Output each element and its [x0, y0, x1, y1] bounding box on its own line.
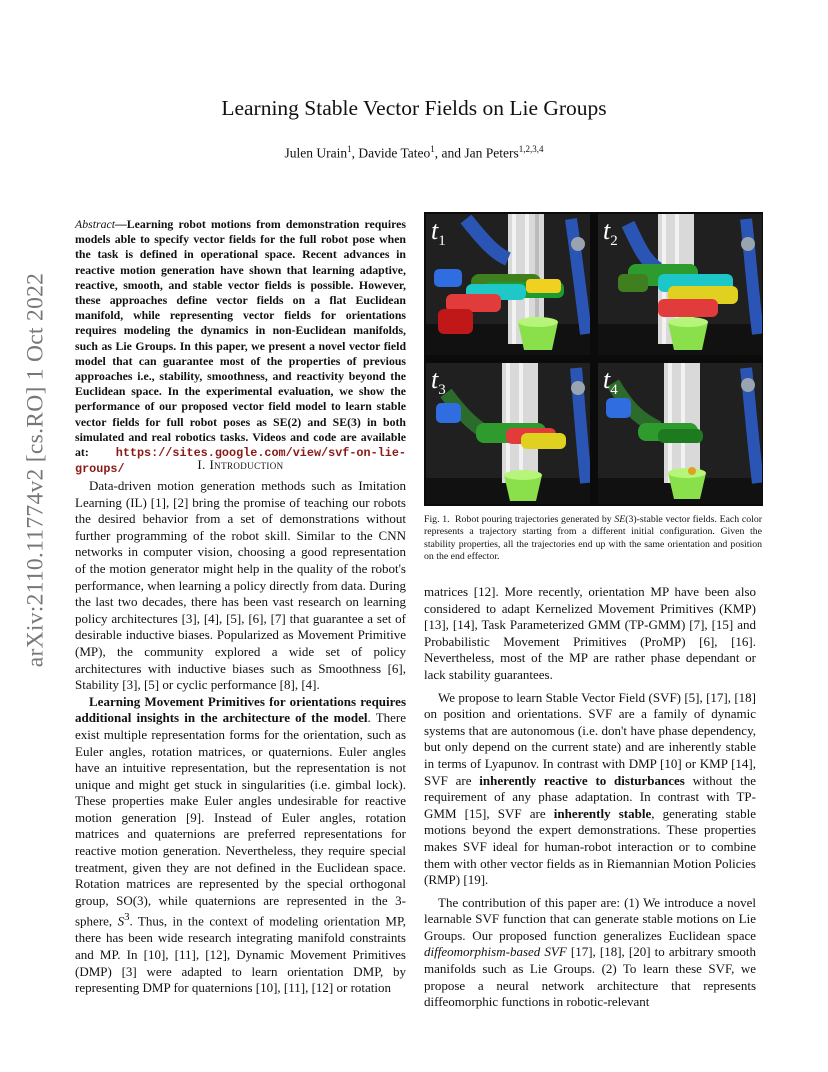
bold-phrase: Learning Movement Primitives for orientations requires additional insights in the architecture of the model — [75, 693, 406, 726]
arxiv-identifier: arXiv:2110.11774v2 [cs.RO] 1 Oct 2022 — [22, 272, 49, 668]
paper-title: Learning Stable Vector Fields on Lie Groups — [221, 96, 607, 120]
paragraph — [424, 895, 756, 1011]
abstract-text: Learning robot motions from demonstration requires models able to specify vector fields for the full robot pose when the task is defined in operational space. Recent advances in reactive motion generation have shown that learning adaptive, reactive, smooth, and stable vector fields is possible. However, these approaches define vector fields on a flat Euclidean manifold, while representing vector fields for orientations requires modeling the dynamics in non-Euclidean manifolds, such as Lie Groups. In this paper, we present a novel vector field model that can guarantee most of the properties of previous approaches i.e., stability, smoothness, and reactivity beyond the Euclidean space. In the experimental evaluation, we show the performance of our proposed vector field model to learn stable vector fields for full robot poses as SE(2) and SE(3) in both simulated and real robotics tasks. Videos and code are available at: — [75, 217, 406, 460]
paragraph — [424, 690, 756, 889]
bold-phrase: inherently stable — [553, 805, 652, 821]
figure-panel — [426, 214, 590, 355]
caption-text: -stable vector fields. Each color represents a trajectory starting from a different initial configuration. Given the stability properties, all the trajectories end up with the same orientation and position on the end effector. — [424, 514, 763, 563]
author-name: Davide Tateo — [358, 145, 431, 161]
text-run: We propose to learn Stable Vector Field (SVF) [5], [17], [18] on position and orientations. SVF are a family of dynamic systems that are autonomous (i.e. don't have phase dependency, but only depend on the current state) and are inherently stable in terms of Lyapunov. In contrast with DMP [10] or KMP [14], SVF are — [424, 689, 756, 788]
author-list — [0, 144, 828, 162]
abstract-dash: — — [114, 217, 127, 231]
text-run: [17], [18], [20] to arbitrary smooth manifolds such as Lie Groups. (2) To learn these SVF, we propose a neural network architecture that represents diffeomorphic functions in robotic-relevant — [424, 944, 757, 1010]
author-affiliation: 1 — [347, 144, 352, 154]
caption-math: SE — [614, 514, 626, 525]
robot-scene-image — [598, 363, 762, 504]
author-separator: , — [351, 145, 359, 161]
figure-panel — [598, 214, 762, 355]
panel-label: $t_3$ — [431, 365, 446, 399]
panel-label: $t_1$ — [431, 216, 446, 250]
math-exponent: 3 — [124, 911, 130, 924]
abstract — [75, 217, 406, 477]
abstract-label: Abstract — [75, 217, 115, 231]
text-run: , generating stable motions beyond the expert demonstrations. These properties makes SVF ideal for human-robot interaction or to combine them with other vector fields as in Riemannian Motion Policies (RMP) [19]. — [424, 805, 756, 888]
figure-caption — [424, 514, 762, 564]
figure-robot-pouring — [424, 212, 763, 506]
left-column-body — [75, 478, 406, 997]
text-run: The contribution of this paper are: (1) We introduce a novel learnable SVF function that can generate stable motions on Lie Groups. Our proposed function generalizes Euclidean space — [424, 894, 756, 943]
figure-panel — [426, 363, 590, 504]
figure-panel — [598, 363, 762, 504]
author-affiliation: 1 — [430, 144, 435, 154]
author-name: Jan Peters — [464, 145, 519, 161]
paragraph: matrices [12]. More recently, orientation MP have been also considered to adapt Kernelized Movement Primitives (KMP) [13], [14], Task Parameterized GMM (TP-GMM) [7], [15] and Probabilistic Movement Primitives (ProMP) [6], [16]. Nevertheless, most of the MP are rather phase dependant or lack stability guarantees. — [424, 584, 756, 682]
section-title: Introduction — [209, 457, 284, 472]
project-url-link[interactable]: https://sites.google.com/view/svf-on-lie-groups/ — [75, 446, 406, 477]
robot-scene-image — [426, 214, 590, 355]
italic-phrase: diffeomorphism-based SVF — [424, 944, 567, 960]
author-affiliation: 1,2,3,4 — [518, 144, 544, 154]
robot-scene-image — [598, 214, 762, 355]
text-run: . Thus, in the context of modeling orientation MP, there has been wide research integrating manifold constraints and MP. In [10], [11], [12], Dynamic Movement Primitives (DMP) [3] were adapted to learn orientation DMP, by representing DMP for quaternions [10], [11], [12] or rotation — [75, 913, 406, 996]
right-column-body — [424, 584, 756, 1011]
paragraph — [75, 694, 406, 997]
bold-phrase: inherently reactive to disturbances — [479, 772, 685, 788]
author-separator: , and — [434, 145, 465, 161]
section-heading-introduction — [75, 457, 406, 473]
section-number: I. — [197, 457, 206, 472]
paragraph: Data-driven motion generation methods such as Imitation Learning (IL) [1], [2] bring the promise of teaching our robots the desired behavior from a set of demonstrations without further programming of the robot skill. Similar to the CNN networks in computer vision, choosing a good representation of the motion generator might help in the quality of the robot's performance, when learning a policy directly from data. During the last two decades, there has been vast research on learning policy architectures [3], [4], [5], [6], [7] that guarantee a set of desirable inductive biases. Popularized as Movement Primitive (MP), the community explored a wide set of policy architectures with inductive biases such as Smoothness [6], Stability [3], [5] or cyclic performance [8], [4]. — [75, 478, 406, 693]
caption-math-arg: (3) — [625, 514, 637, 525]
panel-label: $t_4$ — [603, 365, 618, 399]
text-run: . There exist multiple representation forms for the orientation, such as Euler angles, rotation matrices, or quaternions. Euler angles have an intuitive representation, but the representation is not unique and might get stuck in singularities (i.e. gimbal lock). These properties make Euler angles undesirable for reactive motion generation [9]. Instead of Euler angles, rotation matrices and quaternions are preferred representations for reactive motion generation. Nevertheless, they require special treatment, given they are not defined in the Euclidean space. Rotation matrices are represented by the special orthogonal group, SO(3), while quaternions are represented in the 3-sphere, — [75, 710, 407, 929]
panel-label: $t_2$ — [603, 216, 618, 250]
author-name: Julen Urain — [284, 145, 348, 161]
math-symbol: S — [117, 913, 125, 929]
text-run: without the requirement of any phase adaptation. In contrast with TP-GMM [15], SVF are — [424, 772, 757, 821]
caption-text: Robot pouring trajectories generated by — [455, 514, 615, 525]
caption-number: Fig. 1. — [424, 514, 450, 525]
robot-scene-image — [426, 363, 590, 504]
